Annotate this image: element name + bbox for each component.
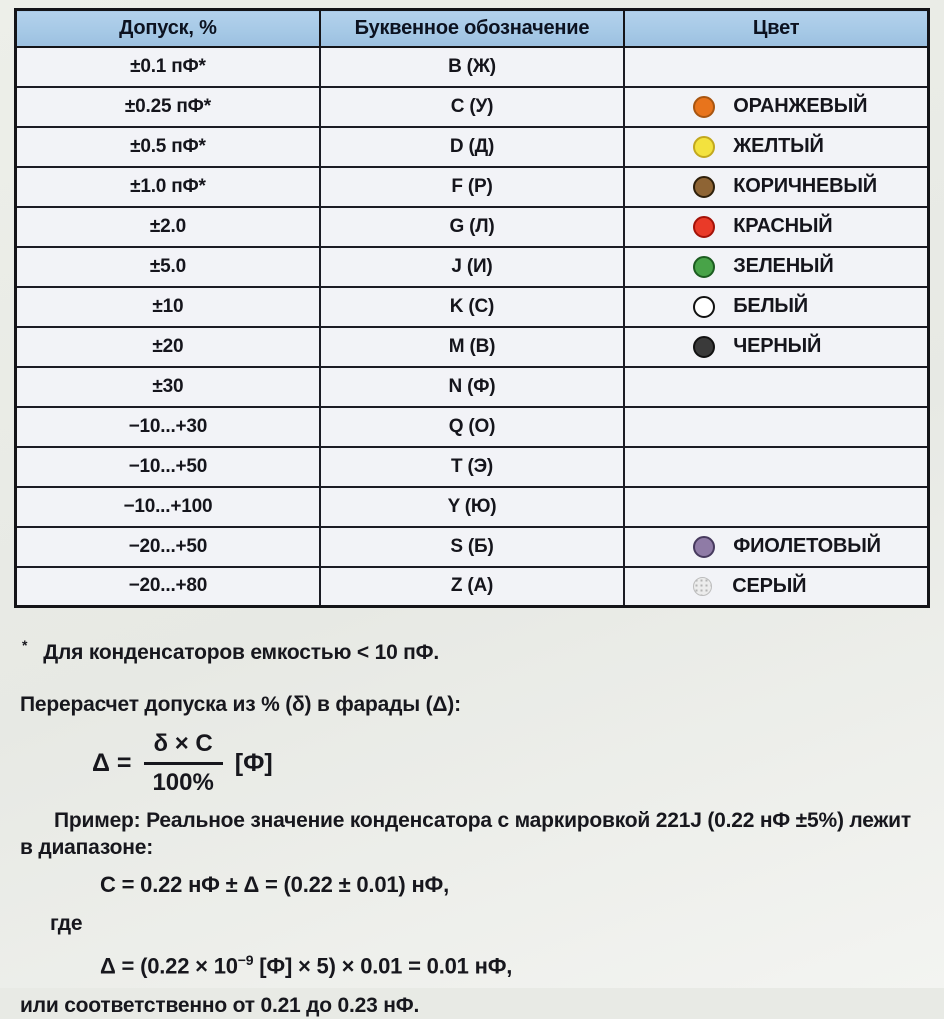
color-swatch-icon	[693, 256, 715, 278]
tolerance-cell: ±30	[16, 367, 320, 407]
footnote-text: Для конденсаторов емкостью < 10 пФ.	[43, 641, 440, 664]
color-cell	[624, 407, 928, 447]
where-label: где	[50, 912, 83, 935]
tolerance-cell: −10...+50	[16, 447, 320, 487]
color-name: ЗЕЛЕНЫЙ	[733, 255, 834, 277]
color-cell	[624, 47, 928, 87]
footnote	[22, 632, 944, 666]
table-row	[16, 367, 929, 407]
color-swatch-icon	[693, 216, 715, 238]
color-name: КРАСНЫЙ	[733, 215, 833, 237]
color-swatch-icon	[693, 176, 715, 198]
color-cell	[624, 287, 928, 327]
color-name: ЧЕРНЫЙ	[733, 335, 822, 357]
formula-numerator: δ × C	[144, 730, 223, 765]
letter-cell: F (Р)	[320, 167, 624, 207]
delta-formula	[92, 730, 944, 797]
letter-cell: B (Ж)	[320, 47, 624, 87]
color-cell	[624, 247, 928, 287]
tolerance-cell: −20...+80	[16, 567, 320, 607]
tolerance-cell: −10...+30	[16, 407, 320, 447]
letter-cell: K (С)	[320, 287, 624, 327]
table-row	[16, 167, 929, 207]
letter-cell: D (Д)	[320, 127, 624, 167]
tolerance-cell: −10...+100	[16, 487, 320, 527]
letter-cell: Z (А)	[320, 567, 624, 607]
capacitance-equation: C = 0.22 нФ ± Δ = (0.22 ± 0.01) нФ,	[100, 872, 450, 897]
notes-section	[0, 605, 944, 1019]
color-swatch-icon	[693, 577, 712, 596]
tolerance-cell: ±1.0 пФ*	[16, 167, 320, 207]
table-row	[16, 447, 929, 487]
color-cell	[624, 447, 928, 487]
formula-lhs: Δ =	[92, 749, 132, 777]
letter-cell: M (В)	[320, 327, 624, 367]
letter-cell: N (Ф)	[320, 367, 624, 407]
table-row	[16, 87, 929, 127]
color-cell	[624, 367, 928, 407]
table-row	[16, 207, 929, 247]
color-cell	[624, 487, 928, 527]
color-swatch-icon	[693, 136, 715, 158]
table-row	[16, 407, 929, 447]
color-swatch-icon	[693, 96, 715, 118]
letter-cell: S (Б)	[320, 527, 624, 567]
color-name: ОРАНЖЕВЫЙ	[733, 95, 868, 117]
tolerance-cell: ±20	[16, 327, 320, 367]
example-paragraph	[20, 807, 944, 861]
color-name: ЖЕЛТЫЙ	[733, 135, 824, 157]
table-row	[16, 47, 929, 87]
header-letter-designation: Буквенное обозначение	[320, 10, 624, 47]
header-tolerance: Допуск, %	[16, 10, 320, 47]
delta-equation-post: [Ф] × 5) × 0.01 = 0.01 нФ,	[253, 953, 513, 979]
letter-cell: J (И)	[320, 247, 624, 287]
footnote-star: *	[22, 637, 28, 653]
header-row	[16, 10, 929, 47]
letter-cell: Q (О)	[320, 407, 624, 447]
color-name: СЕРЫЙ	[732, 574, 807, 597]
capacitor-tolerance-table	[14, 8, 930, 608]
letter-cell: Y (Ю)	[320, 487, 624, 527]
table-row	[16, 327, 929, 367]
tolerance-cell: −20...+50	[16, 527, 320, 567]
color-name: ФИОЛЕТОВЫЙ	[733, 535, 881, 557]
table-body	[16, 47, 929, 607]
header-color: Цвет	[624, 10, 928, 47]
tolerance-cell: ±0.25 пФ*	[16, 87, 320, 127]
table-row	[16, 127, 929, 167]
delta-equation	[100, 947, 944, 979]
color-swatch-icon	[693, 536, 715, 558]
table-row	[16, 287, 929, 327]
result-range: или соответственно от 0.21 до 0.23 нФ.	[20, 994, 420, 1018]
tolerance-cell: ±5.0	[16, 247, 320, 287]
color-cell	[624, 327, 928, 367]
color-name: КОРИЧНЕВЫЙ	[733, 175, 877, 197]
tolerance-cell: ±0.5 пФ*	[16, 127, 320, 167]
table-row	[16, 247, 929, 287]
color-swatch-icon	[693, 336, 715, 358]
table-row	[16, 567, 929, 607]
letter-cell: C (У)	[320, 87, 624, 127]
formula-fraction	[144, 730, 223, 797]
tolerance-cell: ±0.1 пФ*	[16, 47, 320, 87]
color-swatch-icon	[693, 296, 715, 318]
letter-cell: G (Л)	[320, 207, 624, 247]
color-cell	[624, 207, 928, 247]
color-cell	[624, 127, 928, 167]
tolerance-cell: ±2.0	[16, 207, 320, 247]
example-line2: в диапазоне:	[20, 836, 153, 859]
color-name: БЕЛЫЙ	[733, 295, 808, 317]
formula-denominator: 100%	[152, 769, 214, 796]
table-row	[16, 527, 929, 567]
delta-equation-exponent: −9	[237, 952, 254, 968]
letter-cell: T (Э)	[320, 447, 624, 487]
table-row	[16, 487, 929, 527]
delta-equation-pre: Δ = (0.22 × 10	[100, 953, 238, 979]
recalc-intro: Перерасчет допуска из % (δ) в фарады (Δ):	[20, 693, 461, 716]
table-header	[16, 10, 929, 47]
color-cell	[624, 87, 928, 127]
color-cell	[624, 567, 928, 607]
formula-unit: [Ф]	[234, 749, 273, 777]
color-cell	[624, 527, 928, 567]
example-line1: Пример: Реальное значение конденсатора с маркировкой 221J (0.22 нФ ±5%) лежит	[54, 809, 911, 832]
color-cell	[624, 167, 928, 207]
tolerance-cell: ±10	[16, 287, 320, 327]
